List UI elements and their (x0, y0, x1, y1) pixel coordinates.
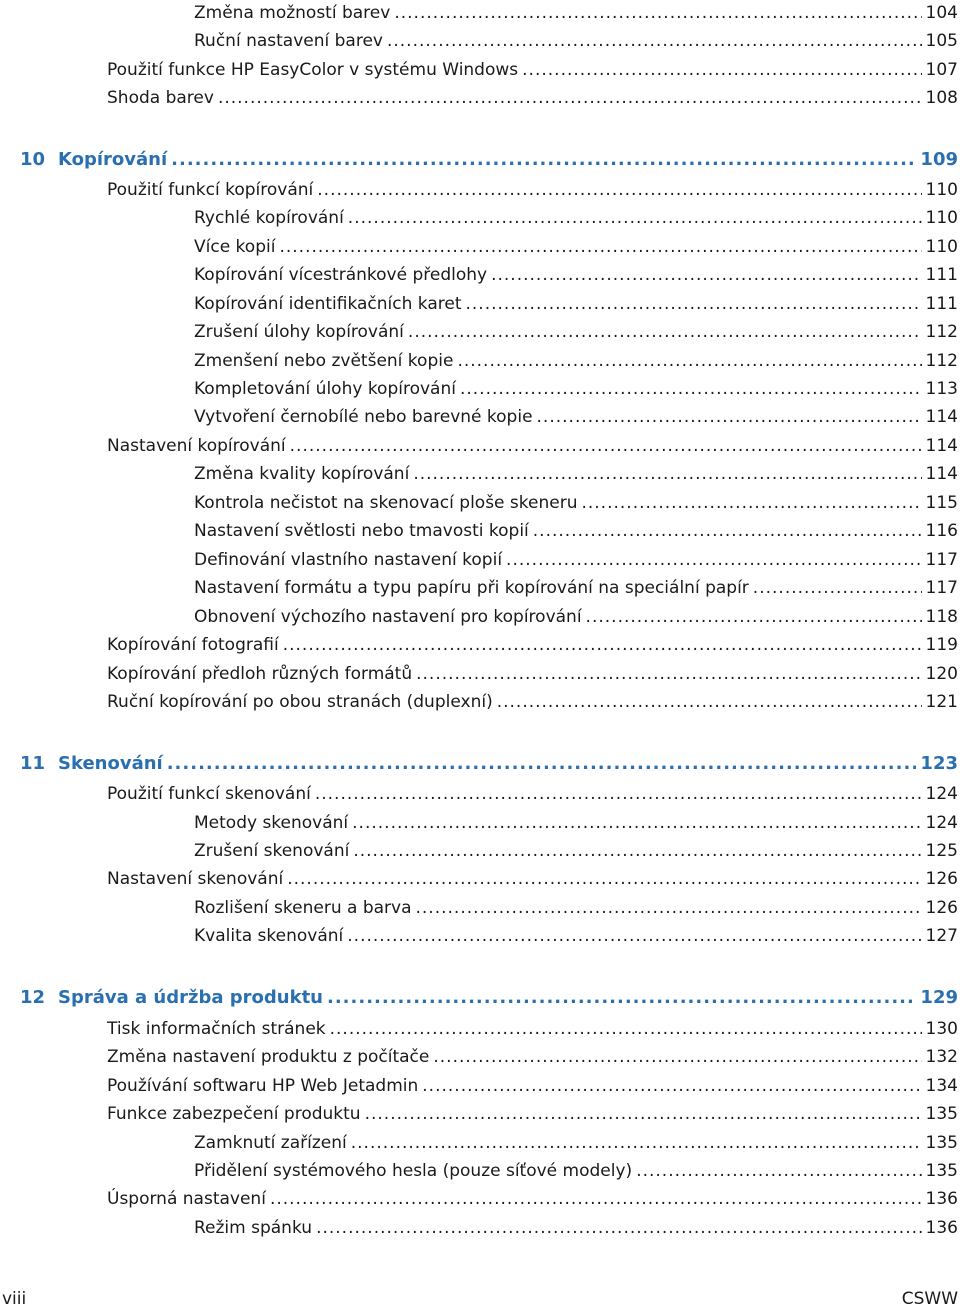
toc-chapter-row[interactable] (20, 147, 958, 173)
dot-leader (315, 781, 922, 807)
page-number: 117 (925, 550, 958, 570)
dot-leader (348, 205, 922, 231)
toc-entry-row[interactable] (194, 810, 958, 836)
entry-title: Ruční kopírování po obou stranách (duplexní) (107, 692, 493, 712)
page-number: 117 (925, 578, 958, 598)
page-number: 121 (925, 692, 958, 712)
page-number: 135 (925, 1161, 958, 1181)
toc-entry-row[interactable] (194, 838, 958, 864)
entry-title: Tisk informačních stránek (107, 1019, 326, 1039)
entry-title: Změna nastavení produktu z počítače (107, 1047, 430, 1067)
entry-title: Rozlišení skeneru a barva (194, 898, 412, 918)
entry-title: Zamknutí zařízení (194, 1133, 347, 1153)
entry-title: Režim spánku (194, 1218, 313, 1238)
page-number: 112 (925, 351, 958, 371)
toc-entry-row[interactable] (107, 177, 958, 203)
page-number: 105 (925, 31, 958, 51)
entry-title: Změna kvality kopírování (194, 464, 410, 484)
entry-title: Obnovení výchozího nastavení pro kopírování (194, 607, 582, 627)
toc-entry-row[interactable] (107, 57, 958, 83)
chapter-title: Skenování (58, 753, 163, 774)
dot-leader (387, 28, 922, 54)
dot-leader (279, 234, 921, 260)
toc-chapter-row[interactable] (20, 751, 958, 777)
toc-entry-row[interactable] (107, 1101, 958, 1127)
page-number: 116 (925, 521, 958, 541)
dot-leader (171, 147, 916, 173)
page-number: 127 (925, 926, 958, 946)
chapter-title: Kopírování (58, 149, 168, 170)
dot-leader (581, 490, 921, 516)
entry-title: Použití funkcí skenování (107, 784, 311, 804)
toc-entry-row[interactable] (107, 661, 958, 687)
page-number: 111 (925, 294, 958, 314)
toc-entry-row[interactable] (194, 234, 958, 260)
toc-entry-row[interactable] (194, 1130, 958, 1156)
page-number: 110 (925, 237, 958, 257)
page-number: 113 (925, 379, 958, 399)
toc-entry-row[interactable] (194, 0, 958, 26)
toc-entry-row[interactable] (107, 689, 958, 715)
dot-leader (365, 1101, 922, 1127)
toc-entry-row[interactable] (107, 1044, 958, 1070)
entry-title: Nastavení světlosti nebo tmavosti kopií (194, 521, 529, 541)
dot-leader (330, 1016, 922, 1042)
entry-title: Více kopií (194, 237, 276, 257)
page-number: 107 (925, 60, 958, 80)
toc-entry-row[interactable] (107, 85, 958, 111)
page-number: 118 (925, 607, 958, 627)
entry-title: Zmenšení nebo zvětšení kopie (194, 351, 454, 371)
entry-title: Použití funkcí kopírování (107, 180, 314, 200)
entry-title: Kopírování identifikačních karet (194, 294, 462, 314)
page-number: 110 (925, 180, 958, 200)
toc-entry-row[interactable] (194, 604, 958, 630)
toc-entry-row[interactable] (107, 781, 958, 807)
dot-leader (416, 661, 921, 687)
chapter-number: 10 (20, 149, 46, 170)
dot-leader (491, 262, 921, 288)
dot-leader (290, 433, 922, 459)
page-number: 123 (920, 753, 958, 774)
entry-title: Definování vlastního nastavení kopií (194, 550, 503, 570)
toc-entry-row[interactable] (194, 319, 958, 345)
dot-leader (316, 1215, 921, 1241)
dot-leader (413, 461, 921, 487)
page-number: 130 (925, 1019, 958, 1039)
entry-title: Používání softwaru HP Web Jetadmin (107, 1076, 419, 1096)
chapter-number: 12 (20, 987, 46, 1008)
page-number: 134 (925, 1076, 958, 1096)
page-number: 126 (925, 869, 958, 889)
toc-entry-row[interactable] (194, 376, 958, 402)
page-number: 124 (925, 813, 958, 833)
entry-title: Funkce zabezpečení produktu (107, 1104, 361, 1124)
toc-entry-row[interactable] (194, 28, 958, 54)
dot-leader (408, 319, 922, 345)
dot-leader (586, 604, 922, 630)
entry-title: Nastavení formátu a typu papíru při kopírování na speciální papír (194, 578, 749, 598)
entry-title: Přidělení systémového hesla (pouze síťové modely) (194, 1161, 633, 1181)
dot-leader (460, 376, 922, 402)
entry-title: Vytvoření černobílé nebo barevné kopie (194, 407, 533, 427)
toc-entry-row[interactable] (107, 866, 958, 892)
dot-leader (347, 923, 921, 949)
toc-entry-row[interactable] (194, 518, 958, 544)
page-number: 115 (925, 493, 958, 513)
page-number: 135 (925, 1104, 958, 1124)
entry-title: Kopírování předloh různých formátů (107, 664, 413, 684)
dot-leader (327, 985, 916, 1011)
chapter-number: 11 (20, 753, 46, 774)
entry-title: Kompletování úlohy kopírování (194, 379, 456, 399)
entry-title: Kopírování vícestránkové předlohy (194, 265, 488, 285)
page-number: 129 (920, 987, 958, 1008)
page-number: 125 (925, 841, 958, 861)
dot-leader (457, 348, 921, 374)
dot-leader (270, 1186, 922, 1212)
dot-leader (422, 1073, 921, 1099)
dot-leader (283, 632, 922, 658)
toc-chapter-row[interactable] (20, 985, 958, 1011)
toc-entry-row[interactable] (194, 575, 958, 601)
dot-leader (537, 404, 922, 430)
dot-leader (394, 0, 921, 26)
page-number: 120 (925, 664, 958, 684)
dot-leader (636, 1158, 921, 1184)
toc-entry-row[interactable] (194, 895, 958, 921)
page-number: 119 (925, 635, 958, 655)
page-number: 114 (925, 436, 958, 456)
entry-title: Použití funkce HP EasyColor v systému Windows (107, 60, 519, 80)
dot-leader (416, 895, 922, 921)
dot-leader (753, 575, 922, 601)
toc-entry-row[interactable] (194, 404, 958, 430)
page-number: 136 (925, 1218, 958, 1238)
entry-title: Zrušení skenování (194, 841, 350, 861)
page-number: 112 (925, 322, 958, 342)
chapter-title: Správa a údržba produktu (58, 987, 323, 1008)
page-number: 109 (920, 149, 958, 170)
toc-entry-row[interactable] (194, 461, 958, 487)
dot-leader (433, 1044, 921, 1070)
dot-leader (352, 810, 921, 836)
dot-leader (353, 838, 921, 864)
dot-leader (218, 85, 922, 111)
page-number: 108 (925, 88, 958, 108)
page-number: 114 (925, 464, 958, 484)
dot-leader (522, 57, 921, 83)
entry-title: Změna možností barev (194, 3, 391, 23)
page-number: 124 (925, 784, 958, 804)
footer-page-number: viii (2, 1289, 27, 1309)
entry-title: Nastavení skenování (107, 869, 284, 889)
toc-entry-row[interactable] (194, 1215, 958, 1241)
dot-leader (506, 547, 922, 573)
dot-leader (497, 689, 922, 715)
footer-code: CSWW (901, 1289, 958, 1309)
entry-title: Rychlé kopírování (194, 208, 344, 228)
page-number: 114 (925, 407, 958, 427)
entry-title: Kontrola nečistot na skenovací ploše skeneru (194, 493, 578, 513)
entry-title: Úsporná nastavení (107, 1189, 266, 1209)
entry-title: Ruční nastavení barev (194, 31, 383, 51)
page-number: 132 (925, 1047, 958, 1067)
toc-entry-row[interactable] (194, 291, 958, 317)
page-number: 111 (925, 265, 958, 285)
toc-entry-row[interactable] (194, 490, 958, 516)
toc-entry-row[interactable] (194, 205, 958, 231)
entry-title: Shoda barev (107, 88, 214, 108)
entry-title: Kvalita skenování (194, 926, 344, 946)
page-number: 126 (925, 898, 958, 918)
toc-entry-row[interactable] (107, 632, 958, 658)
dot-leader (533, 518, 922, 544)
dot-leader (317, 177, 921, 203)
page-number: 136 (925, 1189, 958, 1209)
entry-title: Kopírování fotografií (107, 635, 279, 655)
dot-leader (466, 291, 922, 317)
entry-title: Zrušení úlohy kopírování (194, 322, 404, 342)
page-number: 110 (925, 208, 958, 228)
entry-title: Metody skenování (194, 813, 349, 833)
toc-entry-row[interactable] (194, 923, 958, 949)
toc-entry-row[interactable] (194, 348, 958, 374)
toc-entry-row[interactable] (107, 1186, 958, 1212)
toc-entry-row[interactable] (107, 433, 958, 459)
toc-entry-row[interactable] (194, 547, 958, 573)
toc-entry-row[interactable] (107, 1016, 958, 1042)
dot-leader (287, 866, 921, 892)
entry-title: Nastavení kopírování (107, 436, 286, 456)
dot-leader (167, 751, 917, 777)
toc-entry-row[interactable] (194, 1158, 958, 1184)
page-number: 104 (925, 3, 958, 23)
dot-leader (351, 1130, 922, 1156)
toc-entry-row[interactable] (107, 1073, 958, 1099)
toc-entry-row[interactable] (194, 262, 958, 288)
page-number: 135 (925, 1133, 958, 1153)
